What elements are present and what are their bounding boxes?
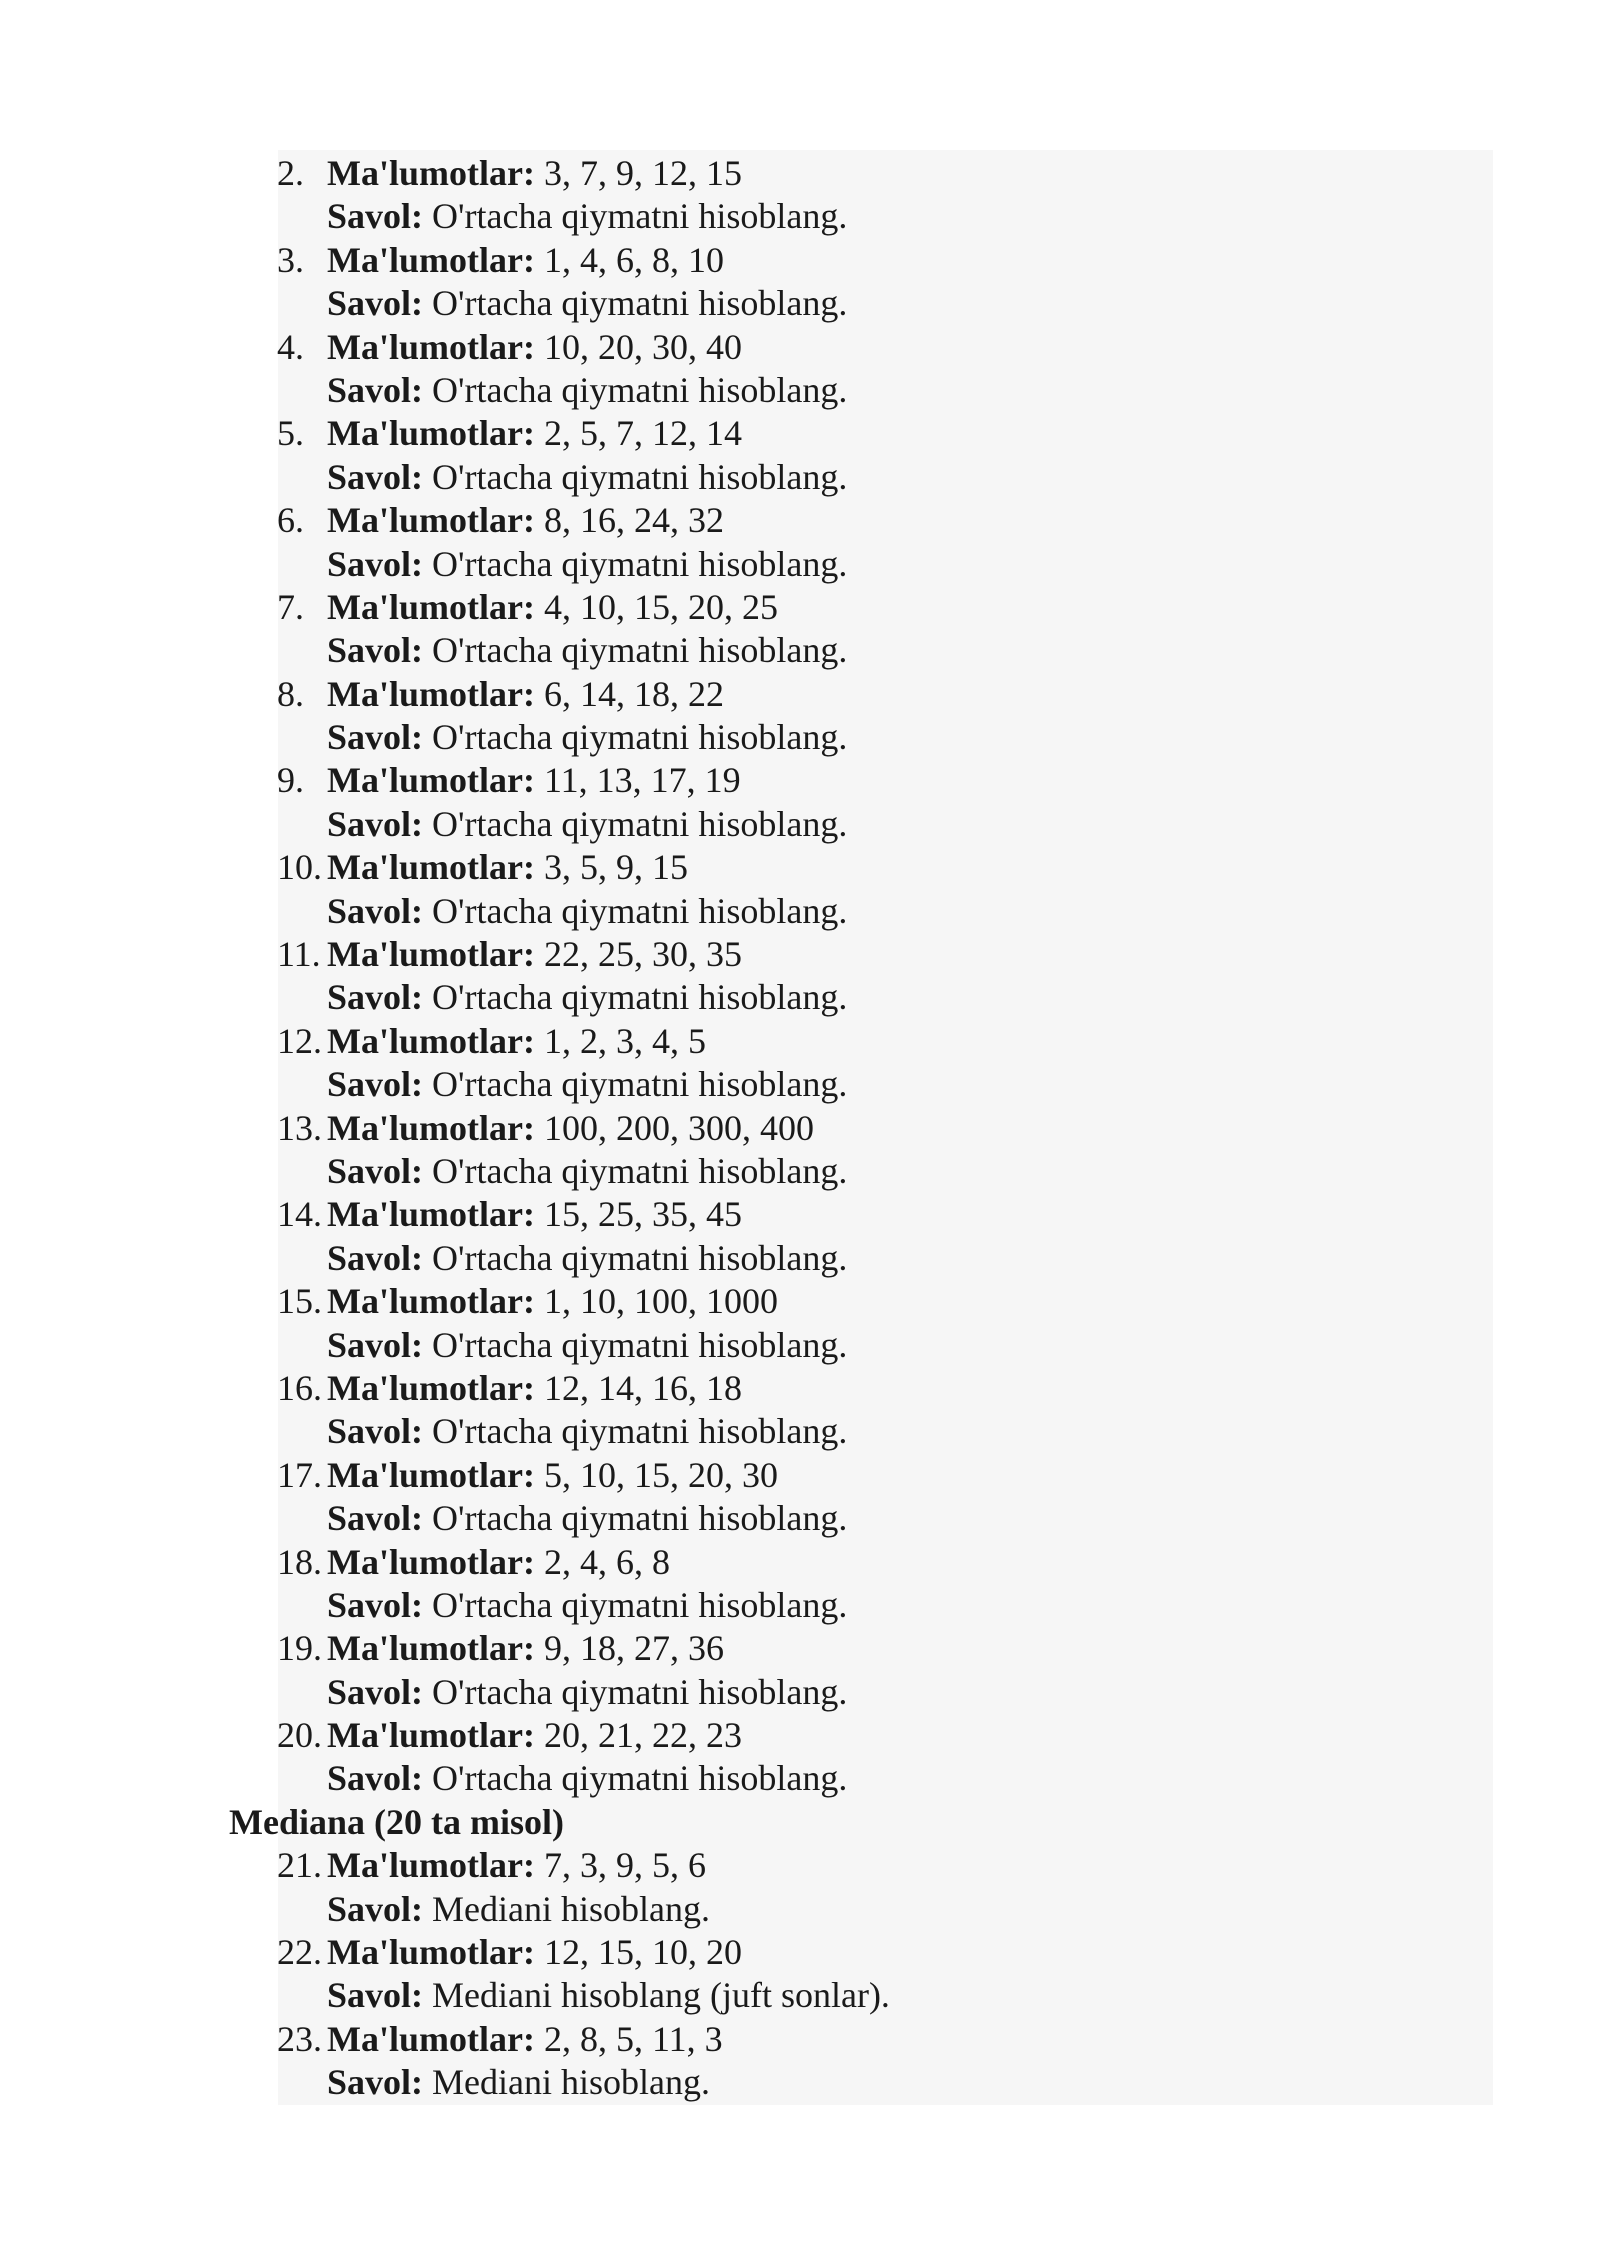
question-line (0, 1150, 1600, 1193)
data-label: Ma'lumotlar: (327, 1932, 535, 1973)
data-label: Ma'lumotlar: (327, 847, 535, 888)
list-item (0, 1193, 1600, 1280)
question-text: O'rtacha qiymatni hisoblang. (432, 1150, 848, 1191)
data-values: 12, 15, 10, 20 (543, 1932, 742, 1973)
data-line (0, 326, 1600, 369)
data-label: Ma'lumotlar: (327, 1628, 535, 1669)
data-label: Ma'lumotlar: (327, 1541, 535, 1582)
data-label: Ma'lumotlar: (327, 1367, 535, 1408)
question-line (0, 1671, 1600, 1714)
question-line (0, 890, 1600, 933)
question-label: Savol: (327, 977, 424, 1018)
question-line (0, 456, 1600, 499)
question-line (0, 1497, 1600, 1540)
data-line (0, 673, 1600, 716)
question-text: O'rtacha qiymatni hisoblang. (432, 803, 848, 844)
item-number: 18. (277, 1541, 322, 1582)
data-values: 1, 10, 100, 1000 (543, 1281, 778, 1322)
data-label: Ma'lumotlar: (327, 1194, 535, 1235)
question-line (0, 1757, 1600, 1800)
question-text: Mediani hisoblang (juft sonlar). (432, 1975, 890, 2016)
data-line (0, 1541, 1600, 1584)
data-line (0, 1193, 1600, 1236)
item-number: 9. (277, 760, 304, 801)
question-line (0, 369, 1600, 412)
question-text: O'rtacha qiymatni hisoblang. (432, 196, 848, 237)
data-label: Ma'lumotlar: (327, 153, 535, 193)
question-text: O'rtacha qiymatni hisoblang. (432, 1671, 848, 1712)
item-number: 20. (277, 1715, 322, 1756)
question-line (0, 282, 1600, 325)
question-label: Savol: (327, 543, 424, 584)
item-number: 23. (277, 2018, 322, 2059)
item-number: 14. (277, 1194, 322, 1235)
question-text: O'rtacha qiymatni hisoblang. (432, 1498, 848, 1539)
item-number: 12. (277, 1020, 322, 1061)
question-text: O'rtacha qiymatni hisoblang. (432, 1064, 848, 1105)
list-item (0, 1931, 1600, 2018)
data-line (0, 933, 1600, 976)
question-label: Savol: (327, 1758, 424, 1799)
item-number: 2. (277, 153, 304, 193)
data-label: Ma'lumotlar: (327, 326, 535, 367)
list-item (0, 586, 1600, 673)
list-item (0, 1280, 1600, 1367)
item-number: 7. (277, 586, 304, 627)
question-label: Savol: (327, 1584, 424, 1625)
data-label: Ma'lumotlar: (327, 586, 535, 627)
data-line (0, 846, 1600, 889)
mean-exercise-list (0, 152, 1600, 1801)
item-number: 4. (277, 326, 304, 367)
question-label: Savol: (327, 1324, 424, 1365)
list-item (0, 846, 1600, 933)
data-line (0, 499, 1600, 542)
question-line (0, 1237, 1600, 1280)
item-number: 19. (277, 1628, 322, 1669)
data-line (0, 2018, 1600, 2061)
data-values: 100, 200, 300, 400 (543, 1107, 814, 1148)
question-label: Savol: (327, 1671, 424, 1712)
data-label: Ma'lumotlar: (327, 1281, 535, 1322)
question-label: Savol: (327, 1411, 424, 1452)
data-label: Ma'lumotlar: (327, 1845, 535, 1886)
data-values: 1, 4, 6, 8, 10 (543, 239, 724, 280)
list-item (0, 1627, 1600, 1714)
data-label: Ma'lumotlar: (327, 500, 535, 541)
question-text: O'rtacha qiymatni hisoblang. (432, 369, 848, 410)
question-text: O'rtacha qiymatni hisoblang. (432, 630, 848, 671)
item-number: 10. (277, 847, 322, 888)
list-item (0, 933, 1600, 1020)
data-line (0, 1280, 1600, 1323)
question-label: Savol: (327, 196, 424, 237)
question-label: Savol: (327, 369, 424, 410)
data-values: 3, 7, 9, 12, 15 (543, 153, 742, 193)
data-line (0, 1367, 1600, 1410)
data-label: Ma'lumotlar: (327, 413, 535, 454)
question-label: Savol: (327, 1498, 424, 1539)
question-label: Savol: (327, 1150, 424, 1191)
question-line (0, 1584, 1600, 1627)
question-text: O'rtacha qiymatni hisoblang. (432, 456, 848, 497)
data-values: 4, 10, 15, 20, 25 (543, 586, 778, 627)
question-line (0, 1063, 1600, 1106)
question-label: Savol: (327, 1064, 424, 1105)
question-line (0, 629, 1600, 672)
list-item (0, 1107, 1600, 1194)
data-label: Ma'lumotlar: (327, 1715, 535, 1756)
question-text: Mediani hisoblang. (432, 1888, 710, 1929)
data-values: 7, 3, 9, 5, 6 (543, 1845, 706, 1886)
question-line (0, 716, 1600, 759)
data-line (0, 1714, 1600, 1757)
question-label: Savol: (327, 1975, 424, 2016)
question-line (0, 1888, 1600, 1931)
median-exercise-list (0, 1844, 1600, 2104)
data-line (0, 152, 1600, 195)
data-values: 10, 20, 30, 40 (543, 326, 742, 367)
question-label: Savol: (327, 283, 424, 324)
data-line (0, 1844, 1600, 1887)
item-number: 5. (277, 413, 304, 454)
question-line (0, 195, 1600, 238)
question-label: Savol: (327, 717, 424, 758)
data-values: 15, 25, 35, 45 (543, 1194, 742, 1235)
question-line (0, 803, 1600, 846)
question-text: O'rtacha qiymatni hisoblang. (432, 1237, 848, 1278)
data-label: Ma'lumotlar: (327, 673, 535, 714)
data-values: 8, 16, 24, 32 (543, 500, 724, 541)
question-label: Savol: (327, 630, 424, 671)
data-line (0, 759, 1600, 802)
question-line (0, 1410, 1600, 1453)
question-text: O'rtacha qiymatni hisoblang. (432, 283, 848, 324)
list-item (0, 1367, 1600, 1454)
data-label: Ma'lumotlar: (327, 934, 535, 975)
list-item (0, 499, 1600, 586)
data-values: 12, 14, 16, 18 (543, 1367, 742, 1408)
section-heading-median: Mediana (20 ta misol) (229, 1801, 564, 1842)
data-values: 22, 25, 30, 35 (543, 934, 742, 975)
list-item (0, 759, 1600, 846)
list-item (0, 2018, 1600, 2105)
list-item (0, 673, 1600, 760)
question-line (0, 1324, 1600, 1367)
data-values: 2, 4, 6, 8 (543, 1541, 670, 1582)
question-label: Savol: (327, 803, 424, 844)
data-label: Ma'lumotlar: (327, 760, 535, 801)
data-line (0, 239, 1600, 282)
list-item (0, 1714, 1600, 1801)
list-item (0, 239, 1600, 326)
question-text: Mediani hisoblang. (432, 2062, 710, 2103)
data-label: Ma'lumotlar: (327, 239, 535, 280)
question-line (0, 976, 1600, 1019)
list-item (0, 412, 1600, 499)
data-line (0, 1931, 1600, 1974)
list-item (0, 326, 1600, 413)
list-item (0, 152, 1600, 239)
item-number: 11. (277, 934, 321, 975)
question-label: Savol: (327, 456, 424, 497)
data-values: 3, 5, 9, 15 (543, 847, 688, 888)
question-text: O'rtacha qiymatni hisoblang. (432, 717, 848, 758)
item-number: 21. (277, 1845, 322, 1886)
data-line (0, 586, 1600, 629)
question-text: O'rtacha qiymatni hisoblang. (432, 1324, 848, 1365)
item-number: 16. (277, 1367, 322, 1408)
list-item (0, 1020, 1600, 1107)
question-text: O'rtacha qiymatni hisoblang. (432, 1584, 848, 1625)
question-line (0, 543, 1600, 586)
item-number: 15. (277, 1281, 322, 1322)
data-values: 11, 13, 17, 19 (543, 760, 741, 801)
data-line (0, 1454, 1600, 1497)
data-label: Ma'lumotlar: (327, 1454, 535, 1495)
item-number: 6. (277, 500, 304, 541)
question-label: Savol: (327, 1888, 424, 1929)
data-values: 2, 5, 7, 12, 14 (543, 413, 742, 454)
data-values: 20, 21, 22, 23 (543, 1715, 742, 1756)
data-values: 6, 14, 18, 22 (543, 673, 724, 714)
document-body (0, 152, 1600, 2105)
data-label: Ma'lumotlar: (327, 2018, 535, 2059)
data-line (0, 1107, 1600, 1150)
question-line (0, 1974, 1600, 2017)
data-values: 9, 18, 27, 36 (543, 1628, 724, 1669)
item-number: 3. (277, 239, 304, 280)
list-item (0, 1541, 1600, 1628)
question-label: Savol: (327, 890, 424, 931)
data-values: 2, 8, 5, 11, 3 (543, 2018, 723, 2059)
question-label: Savol: (327, 2062, 424, 2103)
data-values: 1, 2, 3, 4, 5 (543, 1020, 706, 1061)
item-number: 17. (277, 1454, 322, 1495)
item-number: 22. (277, 1932, 322, 1973)
question-line (0, 2061, 1600, 2104)
question-text: O'rtacha qiymatni hisoblang. (432, 890, 848, 931)
list-item (0, 1454, 1600, 1541)
list-item (0, 1844, 1600, 1931)
item-number: 8. (277, 673, 304, 714)
data-values: 5, 10, 15, 20, 30 (543, 1454, 778, 1495)
question-text: O'rtacha qiymatni hisoblang. (432, 1411, 848, 1452)
data-label: Ma'lumotlar: (327, 1107, 535, 1148)
question-label: Savol: (327, 1237, 424, 1278)
question-text: O'rtacha qiymatni hisoblang. (432, 1758, 848, 1799)
data-line (0, 1020, 1600, 1063)
data-label: Ma'lumotlar: (327, 1020, 535, 1061)
data-line (0, 412, 1600, 455)
question-text: O'rtacha qiymatni hisoblang. (432, 543, 848, 584)
question-text: O'rtacha qiymatni hisoblang. (432, 977, 848, 1018)
item-number: 13. (277, 1107, 322, 1148)
data-line (0, 1627, 1600, 1670)
